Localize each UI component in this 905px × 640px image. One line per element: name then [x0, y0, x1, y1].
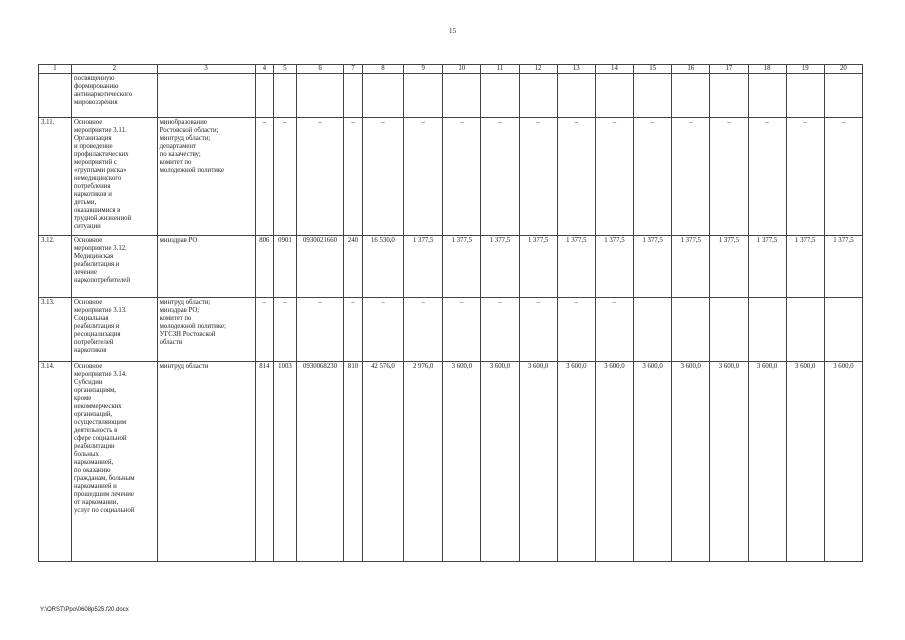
value-cell: 3 600,0 — [710, 362, 748, 562]
value-cell: – — [274, 298, 297, 362]
value-cell: 3 600,0 — [595, 362, 633, 562]
value-cell: 1 377,5 — [672, 236, 710, 298]
value-cell — [748, 74, 786, 118]
executor: минобразование Ростовской области; минтруд области; департамент по казачеству; комитет по молодежной политике — [157, 118, 255, 236]
value-cell: 806 — [255, 236, 274, 298]
value-cell: – — [255, 118, 274, 236]
row-id — [39, 74, 72, 118]
value-cell: – — [557, 298, 595, 362]
value-cell: 3 600,0 — [672, 362, 710, 562]
value-cell — [824, 74, 862, 118]
value-cell: – — [519, 118, 557, 236]
value-cell: – — [519, 298, 557, 362]
value-cell — [672, 298, 710, 362]
column-number-16: 16 — [672, 65, 710, 74]
value-cell: 1 377,5 — [481, 236, 519, 298]
value-cell: 3 600,0 — [443, 362, 481, 562]
value-cell: 1 377,5 — [710, 236, 748, 298]
table-row — [39, 118, 863, 236]
value-cell — [296, 74, 343, 118]
value-cell: – — [362, 298, 403, 362]
executor — [157, 74, 255, 118]
value-cell: 1 377,5 — [634, 236, 672, 298]
executor: минтруд области; минздрав РО; комитет по молодежной политике; УГСЗН Ростовской области — [157, 298, 255, 362]
value-cell: – — [672, 118, 710, 236]
value-cell — [710, 74, 748, 118]
value-cell: 1 377,5 — [595, 236, 633, 298]
value-cell — [786, 74, 824, 118]
value-cell — [786, 298, 824, 362]
value-cell: 814 — [255, 362, 274, 562]
value-cell: – — [344, 298, 363, 362]
value-cell: – — [404, 118, 443, 236]
table-row — [39, 298, 863, 362]
column-number-9: 9 — [404, 65, 443, 74]
value-cell: 1 377,5 — [748, 236, 786, 298]
value-cell: – — [786, 118, 824, 236]
value-cell: 810 — [344, 362, 363, 562]
value-cell — [404, 74, 443, 118]
value-cell — [595, 74, 633, 118]
value-cell — [634, 74, 672, 118]
value-cell: – — [595, 118, 633, 236]
column-number-15: 15 — [634, 65, 672, 74]
value-cell: – — [824, 118, 862, 236]
value-cell: 3 600,0 — [519, 362, 557, 562]
column-number-19: 19 — [786, 65, 824, 74]
value-cell: 3 600,0 — [786, 362, 824, 562]
column-number-8: 8 — [362, 65, 403, 74]
value-cell: 0930068230 — [296, 362, 343, 562]
value-cell — [824, 298, 862, 362]
value-cell: 2 976,0 — [404, 362, 443, 562]
value-cell — [519, 74, 557, 118]
value-cell: 0930021660 — [296, 236, 343, 298]
value-cell: – — [443, 298, 481, 362]
activity-name: посвященную формированию антинаркотического мировоззрения — [72, 74, 158, 118]
program-table-wrapper — [38, 64, 863, 604]
row-id: 3.11. — [39, 118, 72, 236]
page-number: 15 — [449, 27, 456, 35]
value-cell: – — [443, 118, 481, 236]
column-number-17: 17 — [710, 65, 748, 74]
value-cell: – — [296, 118, 343, 236]
value-cell: 3 600,0 — [557, 362, 595, 562]
value-cell — [344, 74, 363, 118]
value-cell — [672, 74, 710, 118]
table-row — [39, 74, 863, 118]
value-cell — [274, 74, 297, 118]
column-number-20: 20 — [824, 65, 862, 74]
value-cell: – — [595, 298, 633, 362]
value-cell: – — [404, 298, 443, 362]
column-number-7: 7 — [344, 65, 363, 74]
program-table — [38, 64, 863, 562]
value-cell: 3 600,0 — [634, 362, 672, 562]
column-number-18: 18 — [748, 65, 786, 74]
value-cell — [362, 74, 403, 118]
column-number-row — [39, 65, 863, 74]
row-id: 3.13. — [39, 298, 72, 362]
value-cell: 3 600,0 — [748, 362, 786, 562]
value-cell — [634, 298, 672, 362]
value-cell — [748, 298, 786, 362]
value-cell: – — [255, 298, 274, 362]
column-number-1: 1 — [39, 65, 72, 74]
value-cell — [255, 74, 274, 118]
column-number-5: 5 — [274, 65, 297, 74]
value-cell: 1 377,5 — [404, 236, 443, 298]
file-path-footer: Y:\ORST\Ppo\0608p525.f20.docx — [40, 607, 129, 613]
value-cell — [557, 74, 595, 118]
value-cell — [443, 74, 481, 118]
value-cell: 16 530,0 — [362, 236, 403, 298]
column-number-2: 2 — [72, 65, 158, 74]
column-number-3: 3 — [157, 65, 255, 74]
value-cell: 1003 — [274, 362, 297, 562]
value-cell: – — [274, 118, 297, 236]
value-cell: 1 377,5 — [443, 236, 481, 298]
value-cell: – — [344, 118, 363, 236]
value-cell: 3 600,0 — [824, 362, 862, 562]
value-cell: 0901 — [274, 236, 297, 298]
activity-name: Основное мероприятие 3.13. Социальная реабилитация и ресоциализация потребителей наркотиков — [72, 298, 158, 362]
value-cell: – — [362, 118, 403, 236]
row-id: 3.12. — [39, 236, 72, 298]
value-cell — [481, 74, 519, 118]
executor: минздрав РО — [157, 236, 255, 298]
column-number-12: 12 — [519, 65, 557, 74]
value-cell: – — [296, 298, 343, 362]
value-cell: 1 377,5 — [519, 236, 557, 298]
value-cell: 1 377,5 — [786, 236, 824, 298]
table-row — [39, 362, 863, 562]
column-number-13: 13 — [557, 65, 595, 74]
value-cell: 42 576,0 — [362, 362, 403, 562]
value-cell — [710, 298, 748, 362]
table-row — [39, 236, 863, 298]
value-cell: 1 377,5 — [557, 236, 595, 298]
value-cell: – — [748, 118, 786, 236]
value-cell: – — [481, 298, 519, 362]
column-number-11: 11 — [481, 65, 519, 74]
value-cell: – — [634, 118, 672, 236]
column-number-6: 6 — [296, 65, 343, 74]
activity-name: Основное мероприятие 3.11. Организация и проведение профилактических мероприятий с «группами риска» немедицинского потребления наркотиков и детьми, оказавшимися в трудной жизненной ситуации — [72, 118, 158, 236]
value-cell: 3 600,0 — [481, 362, 519, 562]
activity-name: Основное мероприятие 3.14. Субсидии организациям, кроме некоммерческих организаций, осуществляющим деятельность в сфере социальной реабилитации больных наркоманией, по оказанию гражданам, больным наркоманией и прошедшим лечение от наркомании, услуг по социальной — [72, 362, 158, 562]
column-number-10: 10 — [443, 65, 481, 74]
column-number-14: 14 — [595, 65, 633, 74]
value-cell: – — [481, 118, 519, 236]
value-cell: 1 377,5 — [824, 236, 862, 298]
executor: минтруд области — [157, 362, 255, 562]
value-cell: 240 — [344, 236, 363, 298]
column-number-4: 4 — [255, 65, 274, 74]
value-cell: – — [710, 118, 748, 236]
activity-name: Основное мероприятие 3.12. Медицинская реабилитация и лечение наркопотребителей — [72, 236, 158, 298]
row-id: 3.14. — [39, 362, 72, 562]
value-cell: – — [557, 118, 595, 236]
